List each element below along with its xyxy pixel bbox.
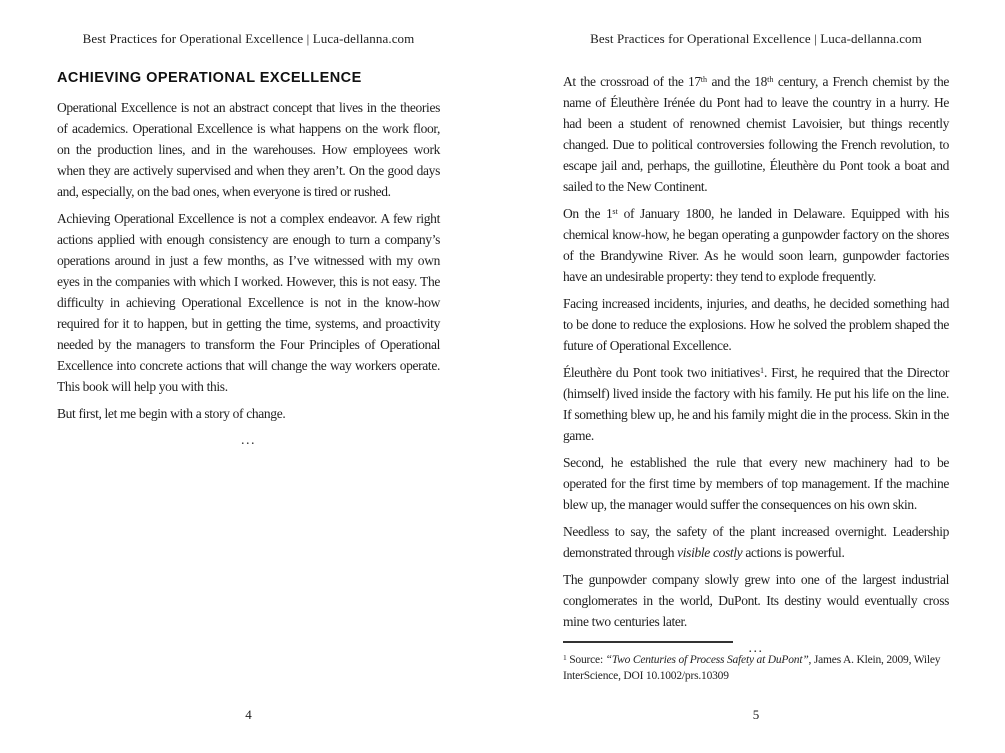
running-header: Best Practices for Operational Excellence | Luca-dellanna.com [82, 31, 415, 46]
paragraph: Needless to say, the safety of the plant increased overnight. Leadership demonstrated through visible costly actions is powerful. [563, 524, 949, 560]
section-separator: ... [241, 433, 256, 448]
paragraph: The gunpowder company slowly grew into one of the largest industrial conglomerates in the world, DuPont. Its destiny would eventually cross mine two centuries later. [563, 572, 949, 629]
paragraph: On the 1st of January 1800, he landed in Delaware. Equipped with his chemical know-how, he began operating a gunpowder factory on the shores of the Brandywine River. As he would soon learn, gunpowder factories have an undesirable property: they tend to explode frequently. [563, 206, 949, 284]
chapter-heading: ACHIEVING OPERATIONAL EXCELLENCE [57, 70, 362, 86]
paragraph: Facing increased incidents, injuries, and deaths, he decided something had to be done to reduce the explosions. How he solved the problem shaped the future of Operational Excellence. [563, 296, 949, 353]
paragraph: Operational Excellence is not an abstract concept that lives in the theories of academics. Operational Excellence is what happens on the work floor, on the production lines, and in the warehouses. How employees work when they are actively supervised and when they aren’t. On the good days and, especially, on the bad ones, when everyone is tired or rushed. [57, 100, 440, 199]
section-separator: ... [748, 641, 764, 656]
footnote-rule [563, 641, 733, 643]
paragraph: Second, he established the rule that every new machinery had to be operated for the first time by members of top management. If the machine blew up, the manager would suffer the consequences on his own skin. [563, 455, 949, 512]
running-header: Best Practices for Operational Excellence | Luca-dellanna.com [590, 31, 922, 46]
paragraph: Éleuthère du Pont took two initiatives$^1$. First, he required that the Director (himself) lived inside the factory with his family. He put his life on the line. If something blew up, he and his family might die in the process. Skin in the game. [563, 365, 950, 443]
page-right [563, 0, 949, 753]
page-number: 4 [245, 707, 252, 722]
page-left [57, 0, 440, 753]
paragraph: At the crossroad of the 17th and the 18th century, a French chemist by the name of Éleuthère Irénée du Pont had to leave the country in a hurry. He had been a student of renowned chemist Lavoisier, but things recently changed. Due to political controversies following the French revolution, to escape jail and, perhaps, the guillotine, Éleuthère du Pont took a boat and sailed to the New Continent. [563, 74, 949, 194]
page-number: 5 [752, 707, 760, 722]
paragraph: Achieving Operational Excellence is not a complex endeavor. A few right actions applied with enough consistency are enough to turn a company’s operations around in just a few months, as I’ve witnessed with my own eyes in the companies with which I worked. However, this is not easy. The difficulty in achieving Operational Excellence is not in the know-how required for it to happen, but in getting the time, systems, and proactivity needed by the managers to transform the Four Principles of Operational Excellence into concrete actions that will change the way workers operate. This book will help you with this. [57, 211, 440, 394]
footnote [563, 641, 949, 684]
footnote-text: $^1$ Source: “Two Centuries of Process Safety at DuPont”, James A. Klein, 2009, Wiley InterScience, DOI 10.1002/prs.10309 [563, 653, 941, 682]
paragraph: But first, let me begin with a story of change. [57, 406, 286, 421]
